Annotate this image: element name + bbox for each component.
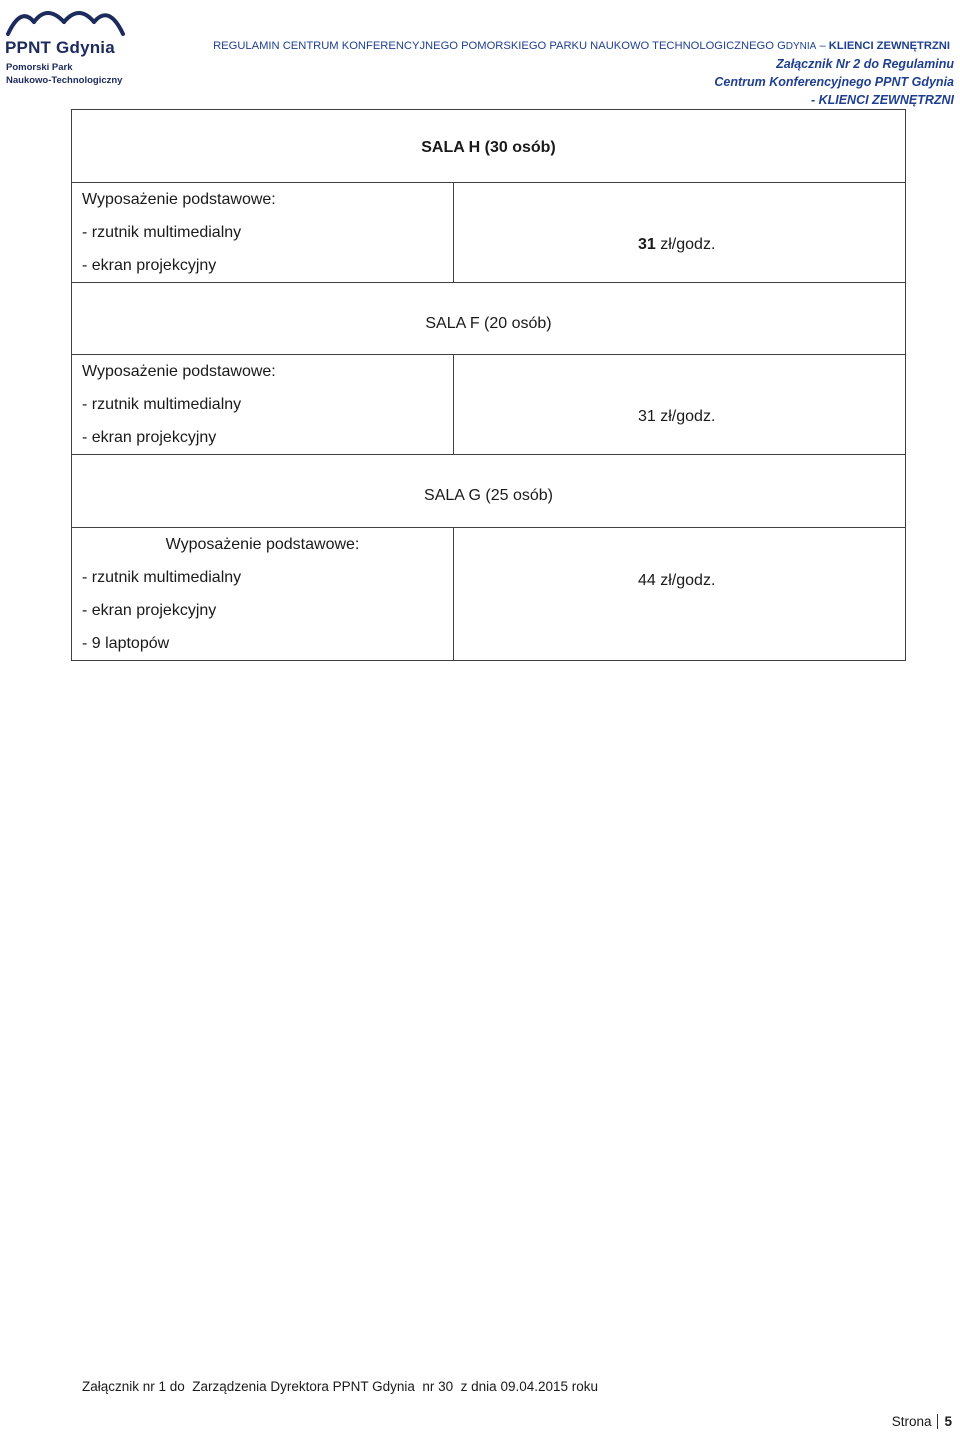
equipment-heading: Wyposażenie podstawowe: [82,191,276,208]
room-equipment [72,355,454,455]
footer-note: Załącznik nr 1 do Zarządzenia Dyrektora PPNT Gdynia nr 30 z dnia 09.04.2015 roku [82,1379,599,1394]
equipment-item: - rzutnik multimedialny [82,224,242,241]
price-unit: zł/godz. [655,572,716,589]
room-title: SALA G (25 osób) [424,487,553,504]
room-f-title-row [72,283,906,355]
attachment-title: Załącznik Nr 2 do Regulaminu [776,57,954,71]
equipment-item: - ekran projekcyjny [82,602,217,619]
room-equipment [72,528,454,661]
header-main: REGULAMIN CENTRUM KONFERENCYJNEGO POMORSKIEGO PARKU NAUKOWO TECHNOLOGICZNEGO G [213,40,786,52]
room-price [454,528,906,661]
price-unit: zł/godz. [655,235,716,253]
header-dash: – [816,40,829,52]
equipment-heading: Wyposażenie podstawowe: [82,363,276,380]
price-value: 44 [638,572,656,589]
equipment-item: - 9 laptopów [82,635,170,652]
header-clients: KLIENCI ZEWNĘTRZNI [828,40,950,52]
page-number-value: 5 [944,1414,952,1429]
room-f-details-row [72,355,906,455]
logo-subtitle-line1: Pomorski Park [6,62,73,73]
room-g-details-row [72,528,906,661]
room-title: SALA F (20 osób) [425,314,552,332]
room-h-title-row [72,110,906,183]
logo-arches-icon [4,4,128,38]
logo-name: PPNT Gdynia [5,38,115,57]
price-unit: zł/godz. [655,407,716,425]
rooms-price-table [71,109,906,661]
room-g-title-row [72,455,906,528]
page-label: Strona [891,1414,932,1429]
page-number [892,1414,952,1429]
equipment-heading: Wyposażenie podstawowe: [165,536,360,553]
price-value: 31 [638,407,656,425]
room-h-details-row [72,183,906,283]
logo-subtitle-line2: Naukowo-Technologiczny [6,75,123,86]
page-separator [937,1414,938,1429]
document-header-title [213,40,950,52]
ppnt-logo [4,4,128,88]
price-value: 31 [638,235,656,253]
equipment-item: - ekran projekcyjny [82,257,217,274]
equipment-item: - rzutnik multimedialny [82,569,242,586]
equipment-item: - rzutnik multimedialny [82,396,242,413]
attachment-subtitle: Centrum Konferencyjnego PPNT Gdynia [714,75,954,89]
room-price [454,355,906,455]
room-equipment [72,183,454,283]
room-title: SALA H (30 osób) [421,139,556,156]
header-small-caps: DYNIA [785,41,817,52]
attachment-clients: - KLIENCI ZEWNĘTRZNI [810,93,954,107]
equipment-item: - ekran projekcyjny [82,429,217,446]
room-price [454,183,906,283]
